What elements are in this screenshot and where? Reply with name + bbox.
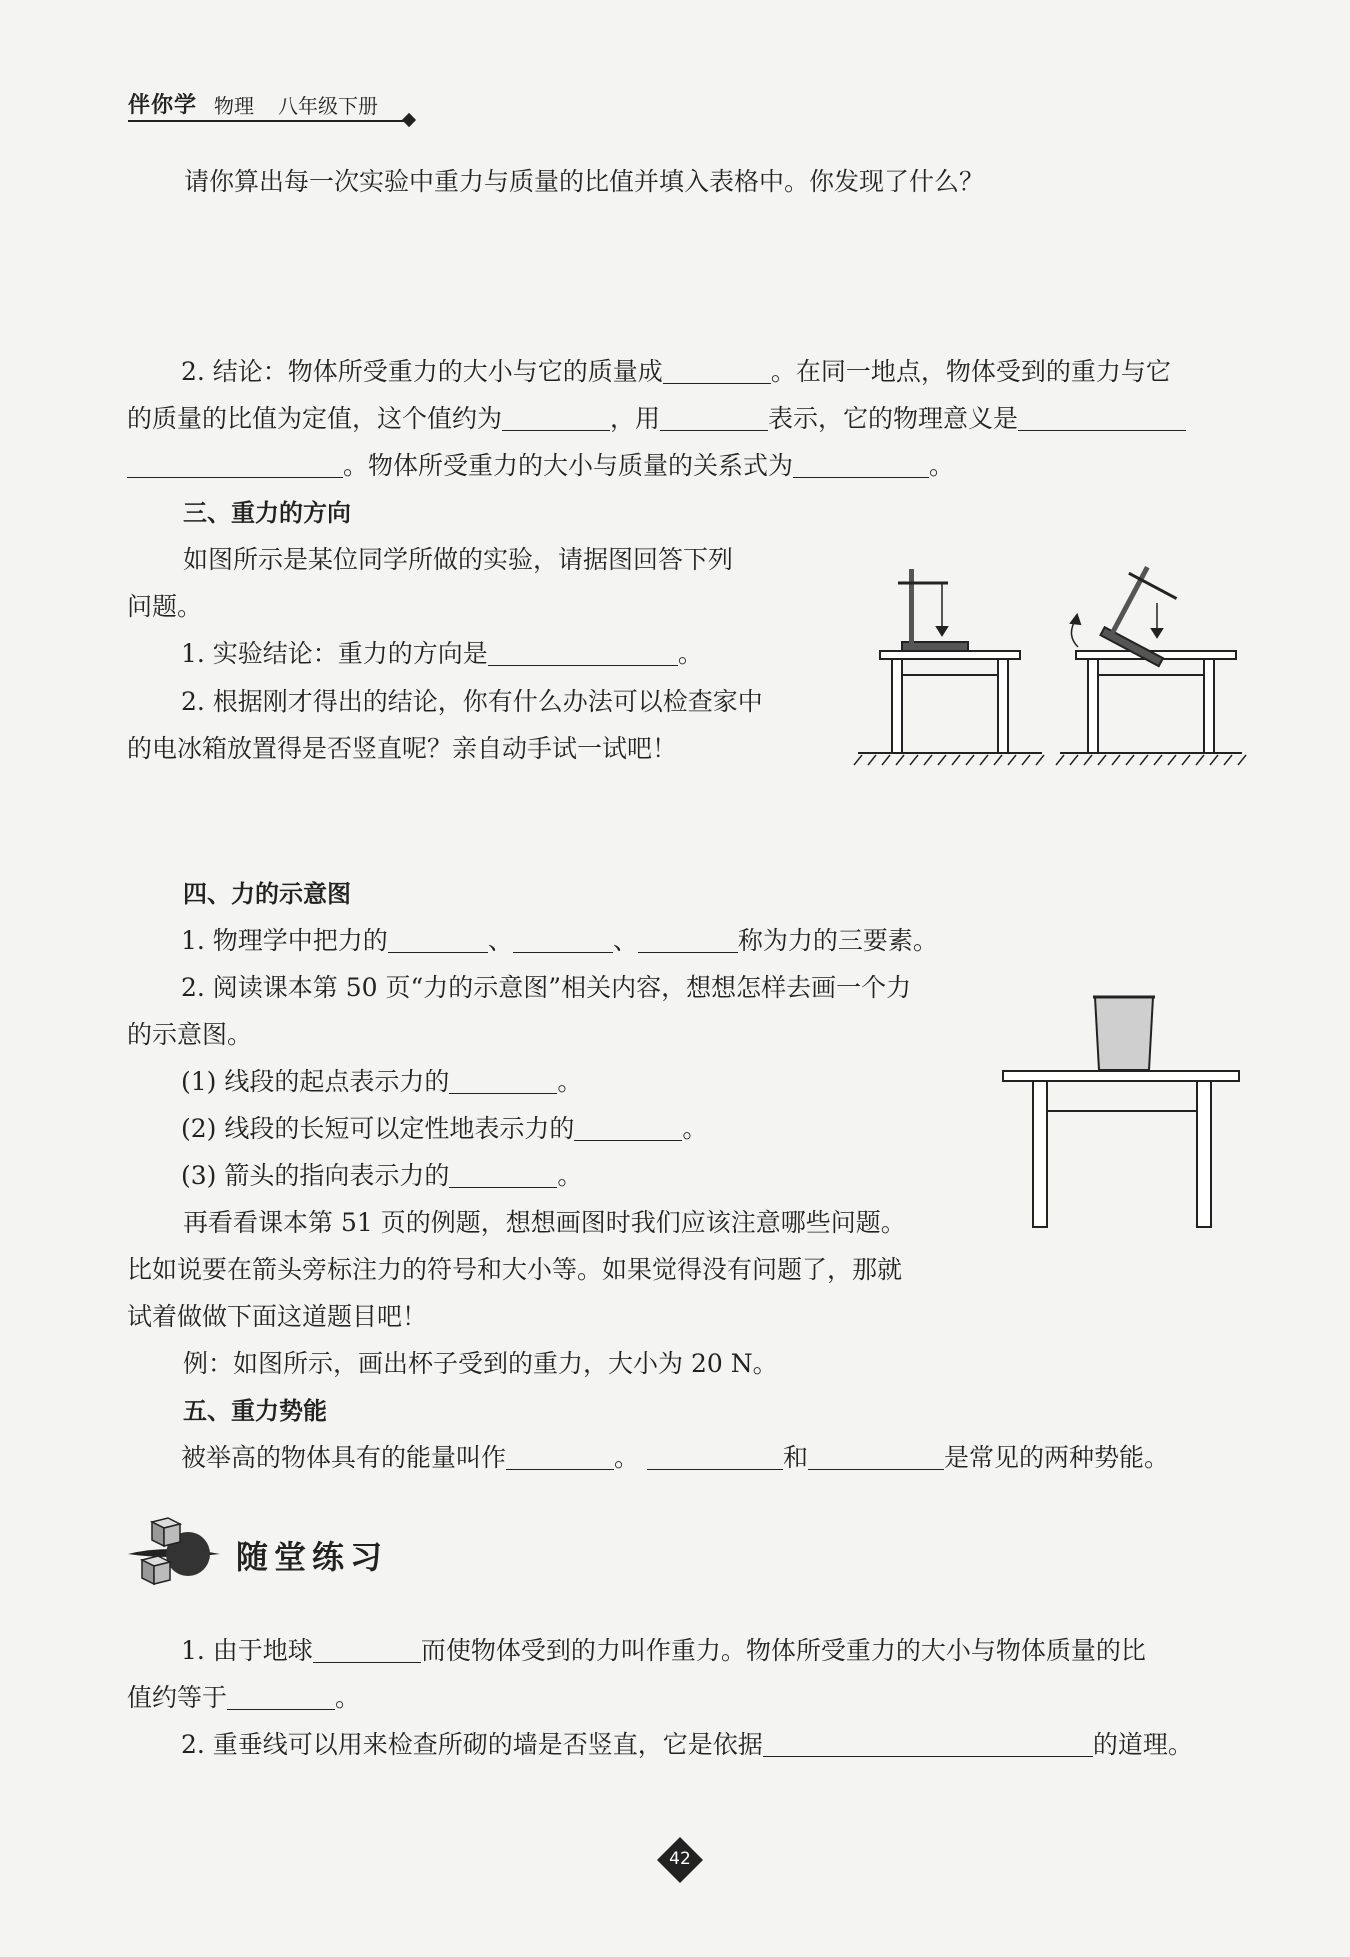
paragraph: 再看看课本第 51 页的例题，想想画图时我们应该注意哪些问题。	[183, 1208, 906, 1237]
subject-label: 物理	[214, 94, 254, 118]
question-text: 。	[682, 1114, 708, 1143]
blank-field[interactable]	[638, 926, 738, 953]
page-header	[128, 88, 418, 124]
paragraph: 试着做做下面这道题目吧！	[127, 1302, 428, 1331]
question-line	[181, 638, 703, 670]
conclusion-text: 表示，它的物理意义是	[768, 404, 1019, 433]
blank-field[interactable]	[808, 1443, 944, 1470]
paragraph: 如图所示是某位同学所做的实验，请据图回答下列	[183, 545, 734, 574]
conclusion-text: 。物体所受重力的大小与质量的关系式为	[343, 451, 794, 480]
paragraph: 比如说要在箭头旁标注力的符号和大小等。如果觉得没有问题了，那就	[127, 1255, 903, 1284]
question-line: 2. 阅读课本第 50 页“力的示意图”相关内容，想想怎样去画一个力	[181, 973, 912, 1002]
question-text: 1. 物理学中把力的	[181, 926, 388, 955]
cup-on-table-figure	[995, 985, 1255, 1250]
question-text: 被举高的物体具有的能量叫作	[181, 1443, 507, 1472]
cubes-icon	[128, 1514, 228, 1592]
practice-question	[181, 1729, 1193, 1761]
question-text: 是常见的两种势能。	[944, 1443, 1170, 1472]
blank-field[interactable]	[449, 1161, 557, 1188]
question-line: 的电冰箱放置得是否竖直呢？亲自动手试一试吧！	[127, 734, 678, 763]
blank-field[interactable]	[793, 451, 929, 478]
question-line	[181, 1442, 1169, 1474]
blank-field[interactable]	[449, 1067, 557, 1094]
blank-field[interactable]	[574, 1114, 682, 1141]
example-line: 例：如图所示，画出杯子受到的重力，大小为 20 N。	[183, 1349, 778, 1378]
question-text: 1. 实验结论：重力的方向是	[181, 639, 488, 668]
blank-field[interactable]	[388, 926, 488, 953]
blank-field[interactable]	[647, 1443, 783, 1470]
question-text: 值约等于	[127, 1683, 228, 1712]
question-text: 1. 由于地球	[181, 1636, 313, 1665]
section-title: 五、重力势能	[183, 1397, 327, 1425]
section-title: 三、重力的方向	[183, 499, 351, 527]
practice-title: 随堂练习	[236, 1538, 389, 1576]
blank-field[interactable]	[488, 639, 678, 666]
section-title: 四、力的示意图	[183, 880, 351, 908]
question-text: 称为力的三要素。	[737, 926, 938, 955]
practice-question	[181, 1635, 1146, 1667]
blank-field[interactable]	[127, 451, 343, 478]
question-text: 、	[487, 926, 513, 955]
conclusion-text: ，用	[610, 404, 661, 433]
question-text: 。	[677, 639, 703, 668]
sub-question	[181, 1113, 707, 1145]
question-text: 而使物体受到的力叫作重力。物体所受重力的大小与物体质量的比	[420, 1636, 1146, 1665]
question-line	[181, 925, 938, 957]
header-rule	[128, 120, 408, 122]
conclusion-line-1	[181, 356, 1171, 388]
blank-field[interactable]	[502, 404, 610, 431]
question-text: 和	[783, 1443, 809, 1472]
question-text: 。	[557, 1067, 583, 1096]
page-number	[656, 1836, 704, 1884]
blank-field[interactable]	[1018, 404, 1186, 431]
plumb-line-figure	[850, 535, 1250, 770]
grade-label: 八年级下册	[278, 94, 378, 118]
intro-question: 请你算出每一次实验中重力与质量的比值并填入表格中。你发现了什么？	[184, 167, 985, 196]
question-text: 的道理。	[1092, 1730, 1193, 1759]
blank-field[interactable]	[763, 1730, 1093, 1757]
diamond-icon	[402, 113, 416, 127]
blank-field[interactable]	[513, 926, 613, 953]
question-line: 的示意图。	[127, 1020, 253, 1049]
question-text: (1) 线段的起点表示力的	[181, 1067, 450, 1096]
question-text: 。	[614, 1443, 640, 1472]
sub-question	[181, 1066, 582, 1098]
blank-field[interactable]	[506, 1443, 614, 1470]
page-number-text: 42	[669, 1849, 691, 1869]
conclusion-text: 。在同一地点，物体受到的重力与它	[770, 357, 1171, 386]
question-text: 2. 重垂线可以用来检查所砌的墙是否竖直，它是依据	[181, 1730, 763, 1759]
conclusion-line-3	[127, 450, 954, 482]
blank-field[interactable]	[663, 357, 771, 384]
question-line: 2. 根据刚才得出的结论，你有什么办法可以检查家中	[181, 687, 763, 716]
question-text: 。	[335, 1683, 361, 1712]
question-text: 、	[612, 926, 638, 955]
conclusion-text: 的质量的比值为定值，这个值约为	[127, 404, 503, 433]
question-text: (2) 线段的长短可以定性地表示力的	[181, 1114, 575, 1143]
conclusion-text: 2. 结论：物体所受重力的大小与它的质量成	[181, 357, 663, 386]
blank-field[interactable]	[313, 1636, 421, 1663]
conclusion-text: 。	[929, 451, 955, 480]
practice-question	[127, 1682, 360, 1714]
paragraph: 问题。	[127, 592, 203, 621]
question-text: (3) 箭头的指向表示力的	[181, 1161, 450, 1190]
sub-question	[181, 1160, 582, 1192]
blank-field[interactable]	[227, 1683, 335, 1710]
conclusion-line-2	[127, 403, 1186, 435]
brand-name: 伴你学	[128, 93, 198, 118]
blank-field[interactable]	[660, 404, 768, 431]
question-text: 。	[557, 1161, 583, 1190]
